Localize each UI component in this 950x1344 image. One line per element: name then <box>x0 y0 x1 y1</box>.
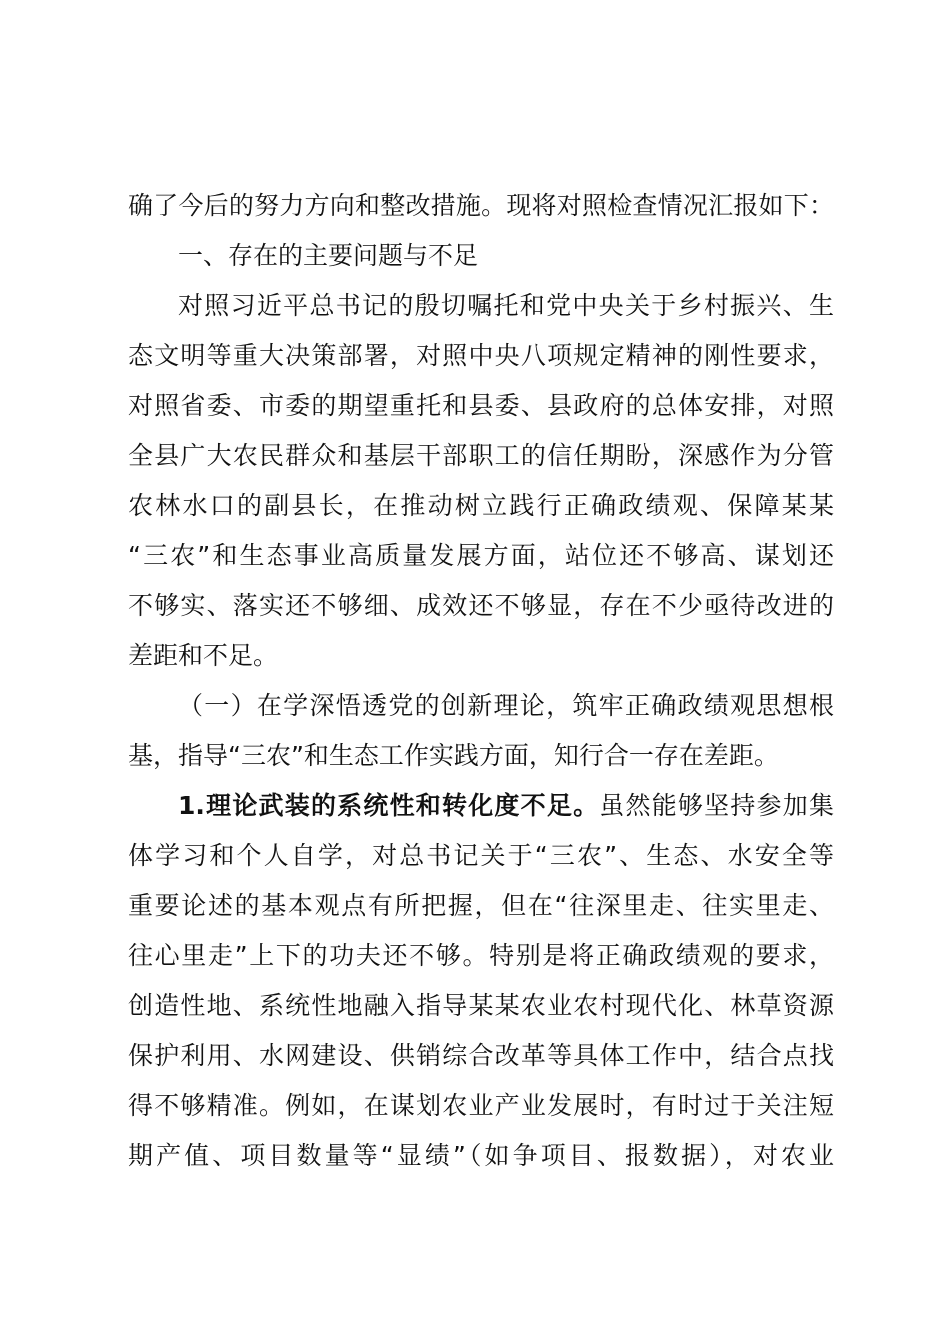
paragraph-line: 基，指导“三农”和生态工作实践方面，知行合一存在差距。 <box>128 741 779 770</box>
point-heading-line <box>178 781 834 830</box>
bold-lead-text: 1.理论武装的系统性和转化度不足。 <box>178 791 600 820</box>
paragraph-line: 期产值、项目数量等“显绩”（如争项目、报数据），对农业 <box>128 1141 834 1170</box>
paragraph-line: 重要论述的基本观点有所把握，但在“往深里走、往实里走、 <box>128 891 834 920</box>
paragraph-line: 保护利用、水网建设、供销综合改革等具体工作中，结合点找 <box>128 1041 834 1070</box>
paragraph-text: 虽然能够坚持参加集 <box>599 791 834 820</box>
section-heading: 一、存在的主要问题与不足 <box>178 241 479 270</box>
subsection-heading: （一）在学深悟透党的创新理论，筑牢正确政绩观思想根 <box>178 691 834 720</box>
paragraph-line: 态文明等重大决策部署，对照中央八项规定精神的刚性要求， <box>128 341 834 370</box>
paragraph-line: 对照习近平总书记的殷切嘱托和党中央关于乡村振兴、生 <box>178 291 834 320</box>
paragraph-line: 对照省委、市委的期望重托和县委、县政府的总体安排，对照 <box>128 391 834 420</box>
paragraph-line: 确了今后的努力方向和整改措施。现将对照检查情况汇报如下： <box>128 191 834 220</box>
paragraph-line: 体学习和个人自学，对总书记关于“三农”、生态、水安全等 <box>128 841 834 870</box>
paragraph-line: 不够实、落实还不够细、成效还不够显，存在不少亟待改进的 <box>128 591 834 620</box>
paragraph-line: 往心里走”上下的功夫还不够。特别是将正确政绩观的要求， <box>128 941 834 970</box>
paragraph-line: 得不够精准。例如，在谋划农业产业发展时，有时过于关注短 <box>128 1091 834 1120</box>
paragraph-line: “三农”和生态事业高质量发展方面，站位还不够高、谋划还 <box>128 541 834 570</box>
paragraph-line: 创造性地、系统性地融入指导某某农业农村现代化、林草资源 <box>128 991 834 1020</box>
paragraph-line: 差距和不足。 <box>128 641 279 670</box>
paragraph-line: 全县广大农民群众和基层干部职工的信任期盼，深感作为分管 <box>128 441 834 470</box>
paragraph-line: 农林水口的副县长，在推动树立践行正确政绩观、保障某某 <box>128 491 834 520</box>
